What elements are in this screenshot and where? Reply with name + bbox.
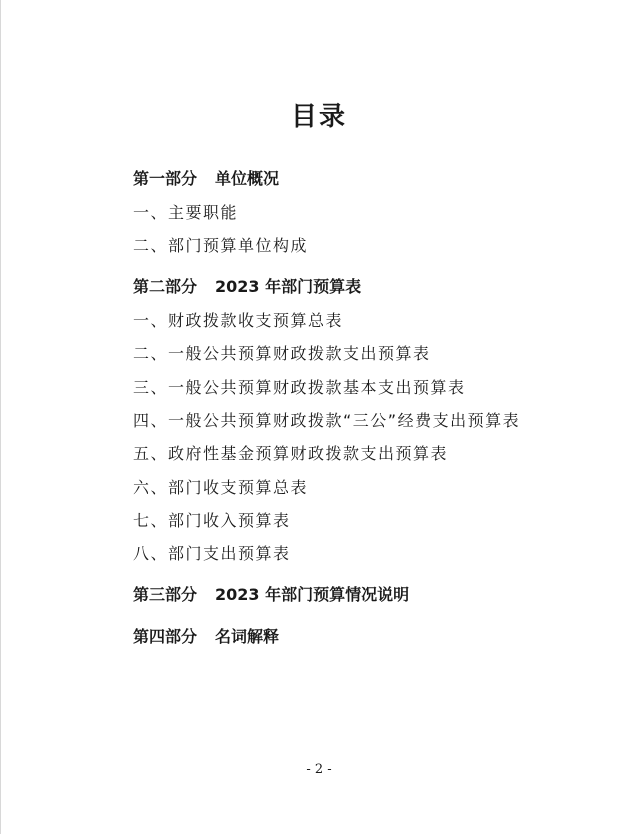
toc-part-3-label: 第三部分 bbox=[133, 585, 198, 604]
toc-item: 二、部门预算单位构成 bbox=[133, 236, 309, 255]
toc-part-3-title: 2023 年部门预算情况说明 bbox=[215, 585, 410, 604]
toc-part-2-label: 第二部分 bbox=[133, 277, 198, 296]
toc-part-1-title: 单位概况 bbox=[215, 169, 280, 188]
toc-item: 三、一般公共预算财政拨款基本支出预算表 bbox=[133, 378, 466, 397]
toc-item: 二、一般公共预算财政拨款支出预算表 bbox=[133, 344, 431, 363]
toc-item: 八、部门支出预算表 bbox=[133, 544, 291, 563]
toc-part-4 bbox=[133, 627, 279, 647]
toc-item: 四、一般公共预算财政拨款“三公”经费支出预算表 bbox=[133, 411, 521, 430]
toc-item: 七、部门收入预算表 bbox=[133, 511, 291, 530]
toc-part-4-label: 第四部分 bbox=[133, 627, 198, 646]
toc-item: 一、财政拨款收支预算总表 bbox=[133, 311, 344, 330]
toc-part-4-title: 名词解释 bbox=[215, 627, 280, 646]
toc-part-2 bbox=[133, 277, 361, 297]
page-number: - 2 - bbox=[306, 762, 332, 777]
toc-item: 一、主要职能 bbox=[133, 203, 239, 222]
toc-item: 五、政府性基金预算财政拨款支出预算表 bbox=[133, 444, 449, 463]
toc-part-1-label: 第一部分 bbox=[133, 169, 198, 188]
toc-title: 目录 bbox=[290, 102, 347, 132]
toc-part-1 bbox=[133, 169, 279, 189]
toc-part-2-title: 2023 年部门预算表 bbox=[215, 277, 362, 296]
toc-item: 六、部门收支预算总表 bbox=[133, 478, 309, 497]
toc-part-3 bbox=[133, 585, 409, 605]
